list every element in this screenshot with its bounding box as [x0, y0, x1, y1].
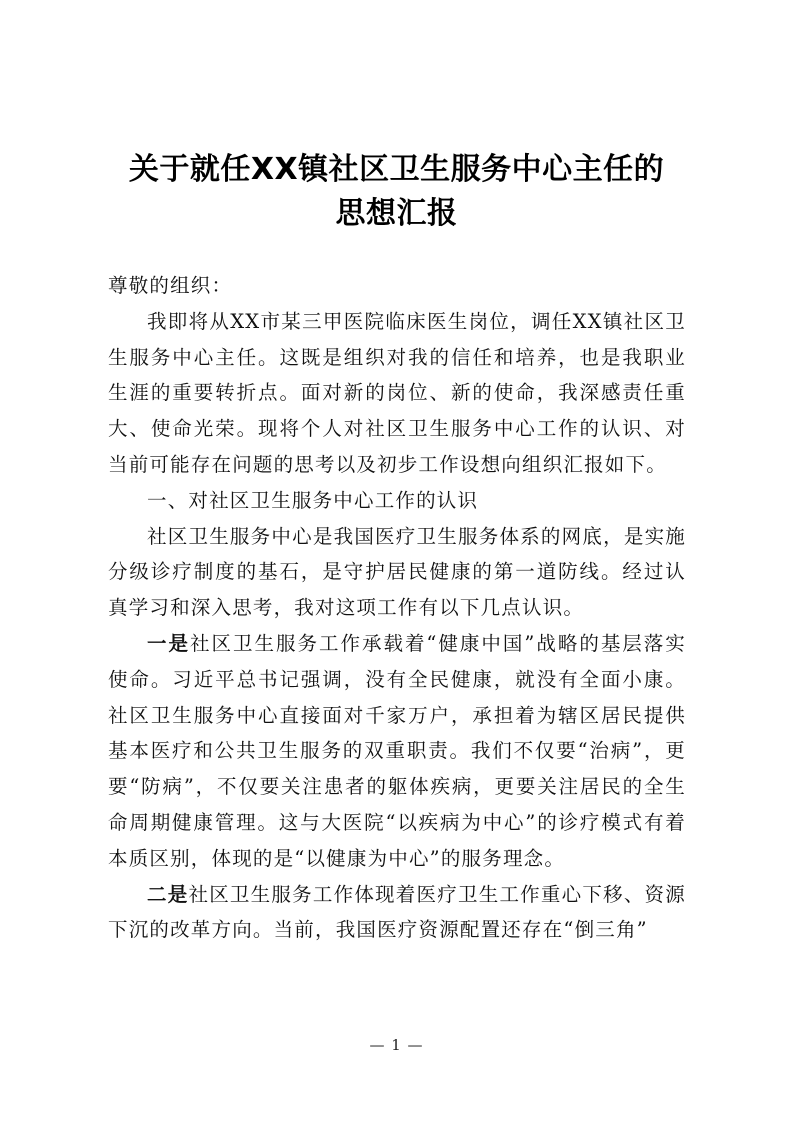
intro-paragraph: 我即将从XX市某三甲医院临床医生岗位，调任XX镇社区卫生服务中心主任。这既是组织对我的信任和培养，也是我职业生涯的重要转折点。面对新的岗位、新的使命，我深感责任重大、使命光荣。现将个人对社区卫生服务中心工作的认识、对当前可能存在问题的思考以及初步工作设想向组织汇报如下。: [108, 309, 686, 476]
point-1-lead: 一是: [147, 631, 190, 655]
document-body: [108, 268, 686, 948]
point-1-text: 社区卫生服务工作承载着“健康中国”战略的基层落实使命。习近平总书记强调，没有全民健康，就没有全面小康。社区卫生服务中心直接面对千家万户，承担着为辖区居民提供基本医疗和公共卫生服务的双重职责。我们不仅要“治病”，更要“防病”，不仅要关注患者的躯体疾病，更要关注居民的全生命周期健康管理。这与大医院“以疾病为中心”的诊疗模式有着本质区别，体现的是“以健康为中心”的服务理念。: [108, 631, 686, 870]
page-number: — 1 —: [369, 1036, 424, 1054]
salutation: 尊敬的组织：: [108, 274, 233, 297]
point-2-paragraph: [108, 877, 686, 949]
section1-intro-paragraph: 社区卫生服务中心是我国医疗卫生服务体系的网底，是实施分级诊疗制度的基石，是守护居民健康的第一道防线。经过认真学习和深入思考，我对这项工作有以下几点认识。: [108, 524, 686, 620]
point-1-paragraph: [108, 626, 686, 877]
point-2-text: 社区卫生服务工作体现着医疗卫生工作重心下移、资源下沉的改革方向。当前，我国医疗资源配置还存在“倒三角”: [108, 882, 686, 942]
point-2-lead: 二是: [147, 882, 189, 906]
document-title-line2: 思想汇报: [335, 196, 458, 231]
document-title-line1: 关于就任XX镇社区卫生服务中心主任的: [128, 152, 665, 187]
section-heading-1: 一、对社区卫生服务中心工作的认识: [147, 488, 479, 512]
